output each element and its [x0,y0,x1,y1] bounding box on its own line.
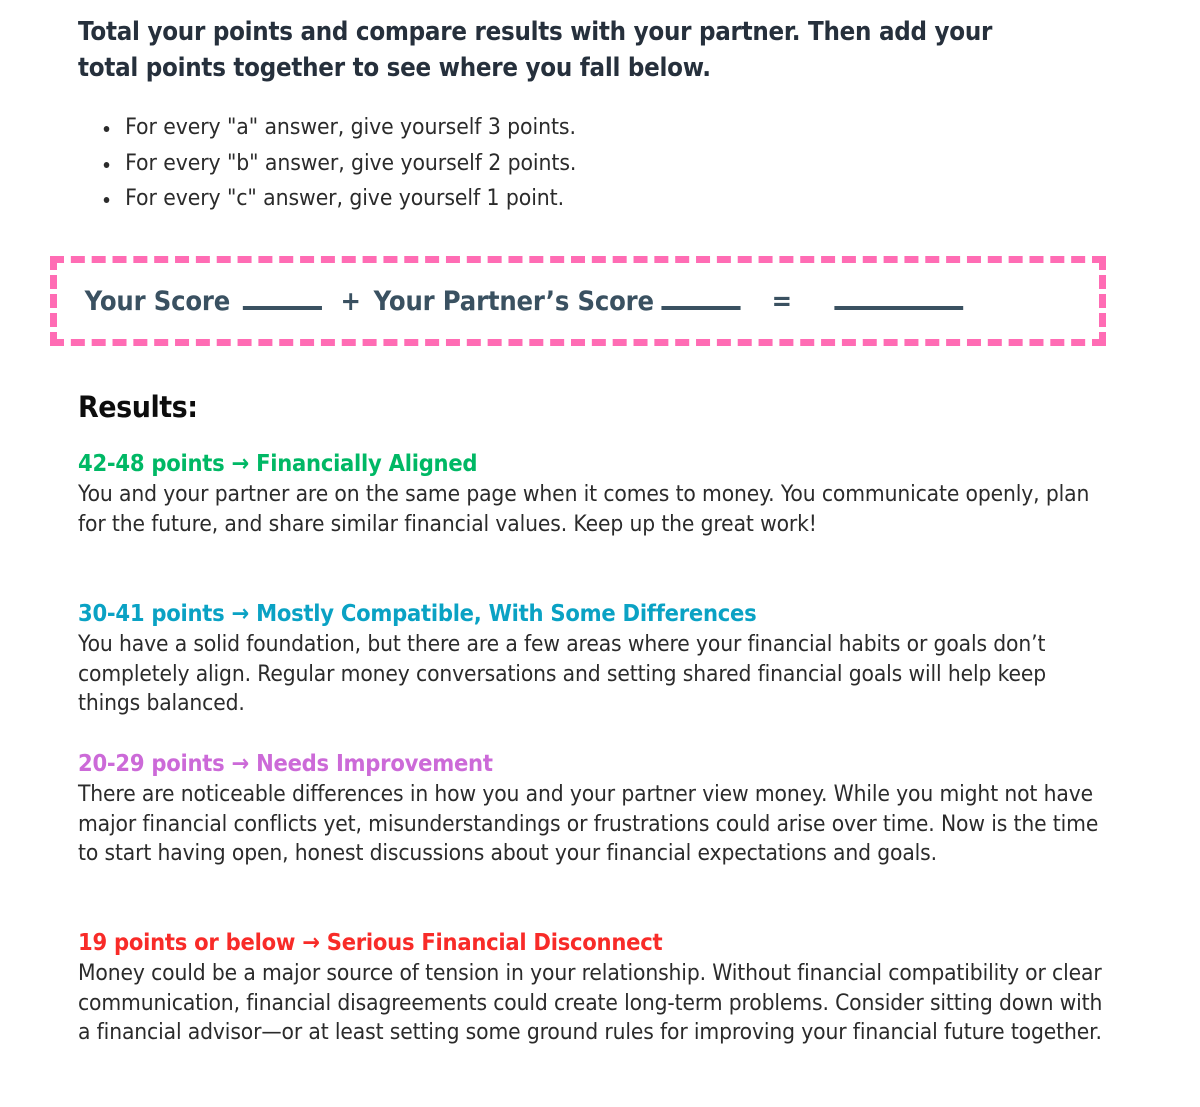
plus-operator: + [340,285,361,317]
your-score-blank[interactable] [243,286,322,310]
scoring-rules-list [100,110,1000,217]
result-block-serious-disconnect [78,927,1118,1048]
partner-score-label: Your Partner’s Score [373,285,654,317]
result-body: You and your partner are on the same page when it comes to money. You communicate openly, plan for the future, and share similar financial values. Keep up the great work! [78,482,1090,537]
score-equation [57,286,963,317]
intro-heading: Total your points and compare results with your partner. Then add your total points together to see where you fall below. [78,17,993,83]
your-score-label: Your Score [84,285,231,317]
results-title: Results: [78,390,198,424]
result-body: You have a solid foundation, but there are a few areas where your financial habits or goals don’t completely align. Regular money conversations and setting shared financial goals will help keep things balanced. [78,632,1047,717]
result-heading: 19 points or below → Serious Financial Disconnect [78,928,663,956]
partner-score-blank[interactable] [661,286,740,310]
list-item: For every "a" answer, give yourself 3 points. [100,110,937,146]
result-body: There are noticeable differences in how you and your partner view money. While you might not have major financial conflicts yet, misunderstandings or frustrations could arise over time. Now is the time to start having open, honest discussions about your financial expectations and goals. [78,782,1099,867]
result-block-mostly-compatible [78,598,1118,719]
result-heading: 30-41 points → Mostly Compatible, With Some Differences [78,599,757,627]
score-total-box [50,256,1106,346]
list-item: For every "c" answer, give yourself 1 point. [100,181,937,217]
result-heading: 42-48 points → Financially Aligned [78,449,478,477]
list-item: For every "b" answer, give yourself 2 points. [100,146,937,182]
result-heading: 20-29 points → Needs Improvement [78,749,493,777]
result-block-needs-improvement [78,748,1118,869]
result-body: Money could be a major source of tension in your relationship. Without financial compatibility or clear communication, financial disagreements could create long-term problems. Consider sitting down with a financial advisor—or at least setting some ground rules for improving your financial future together. [78,961,1103,1046]
equals-operator: = [771,285,792,317]
total-score-blank[interactable] [834,286,963,310]
result-block-financially-aligned [78,448,1118,539]
